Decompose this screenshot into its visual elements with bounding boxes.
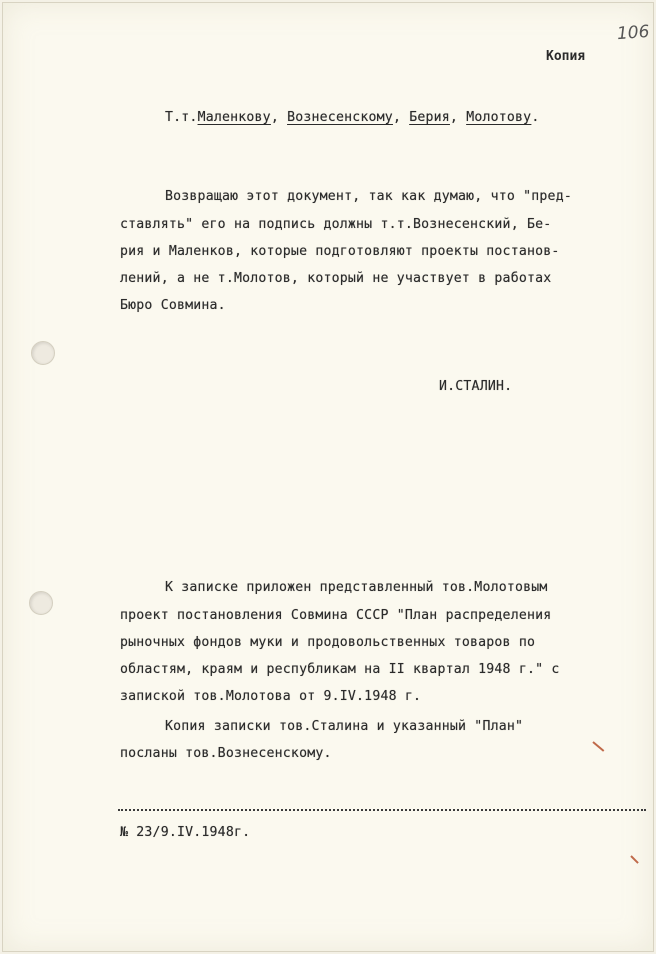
main-paragraph-line: Бюро Совмина. — [120, 298, 226, 313]
main-paragraph-line: лений, а не т.Молотов, который не участвует в работах — [120, 271, 552, 286]
addressee-separator: , — [270, 110, 288, 125]
document-page — [2, 2, 654, 952]
main-paragraph-line: Возвращаю этот документ, так как думаю, что "пред- — [165, 189, 572, 204]
page-number: 106 — [616, 21, 651, 45]
note-paragraph-line: областям, краям и республикам на II квартал 1948 г." с — [120, 662, 560, 677]
addressee-name: Берия — [409, 110, 450, 125]
ink-mark — [630, 855, 638, 863]
note-paragraph-line: посланы тов.Вознесенскому. — [120, 746, 332, 761]
addressee-name: Вознесенскому — [287, 110, 393, 125]
punch-hole — [29, 591, 53, 615]
note-paragraph-line: Копия записки тов.Сталина и указанный "План" — [165, 719, 524, 734]
addressee-name: Маленкову — [197, 110, 271, 125]
addressee-separator: , — [392, 110, 410, 125]
note-paragraph-line: К записке приложен представленный тов.Молотовым — [165, 580, 548, 595]
signature: И.СТАЛИН. — [439, 379, 513, 394]
ink-mark — [592, 741, 604, 752]
main-paragraph-line: рия и Маленков, которые подготовляют проекты постанов- — [120, 244, 560, 259]
copy-mark: Копия — [546, 49, 586, 64]
reference-number: № 23/9.IV.1948г. — [120, 825, 251, 840]
note-paragraph-line: запиской тов.Молотова от 9.IV.1948 г. — [120, 689, 422, 704]
punch-hole — [31, 341, 55, 365]
addressee-prefix: Т.т. — [165, 110, 198, 125]
addressee-name: Молотову — [466, 110, 532, 125]
addressee-suffix: . — [531, 110, 540, 125]
note-paragraph-line: рыночных фондов муки и продовольственных товаров по — [120, 635, 536, 650]
main-paragraph-line: ставлять" его на подпись должны т.т.Вознесенский, Бе- — [120, 217, 552, 232]
addressee-separator: , — [449, 110, 467, 125]
separator-rule — [118, 809, 646, 811]
addressee-line — [165, 110, 539, 125]
note-paragraph-line: проект постановления Совмина СССР "План распределения — [120, 608, 552, 623]
